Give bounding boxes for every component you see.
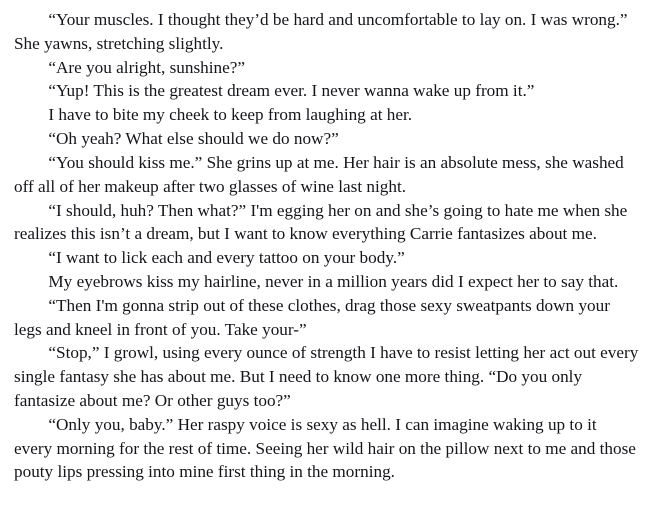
paragraph: “Oh yeah? What else should we do now?”	[48, 129, 339, 149]
body-text	[14, 8, 639, 484]
paragraph: “You should kiss me.” She grins up at me. Her hair is an absolute mess, she washed off all of her makeup after two glasses of wine last night.	[14, 152, 624, 196]
paragraph: “Your muscles. I thought they’d be hard and uncomfortable to lay on. I was wrong.” She yawns, stretching slightly.	[14, 10, 628, 53]
paragraph: “Are you alright, sunshine?”	[48, 57, 246, 77]
paragraph: “Then I'm gonna strip out of these clothes, drag those sexy sweatpants down your legs and kneel in front of you. Take your-”	[14, 295, 610, 339]
paragraph: “Stop,” I growl, using every ounce of strength I have to resist letting her act out every single fantasy she has about me. But I need to know one more thing. “Do you only fantasize about me? Or other guys too?”	[14, 343, 639, 410]
paragraph: “I should, huh? Then what?” I'm egging her on and she’s going to hate me when she realizes this isn’t a dream, but I want to know everything Carrie fantasizes about me.	[14, 200, 628, 244]
paragraph: My eyebrows kiss my hairline, never in a million years did I expect her to say that.	[48, 271, 619, 291]
paragraph: “I want to lick each and every tattoo on your body.”	[48, 248, 405, 268]
paragraph: “Yup! This is the greatest dream ever. I never wanna wake up from it.”	[48, 81, 535, 101]
paragraph: I have to bite my cheek to keep from laughing at her.	[48, 105, 413, 125]
paragraph: “Only you, baby.” Her raspy voice is sexy as hell. I can imagine waking up to it every morning for the rest of time. Seeing her wild hair on the pillow next to me and those pouty lips pressing into mine first thing in the morning.	[14, 414, 636, 482]
